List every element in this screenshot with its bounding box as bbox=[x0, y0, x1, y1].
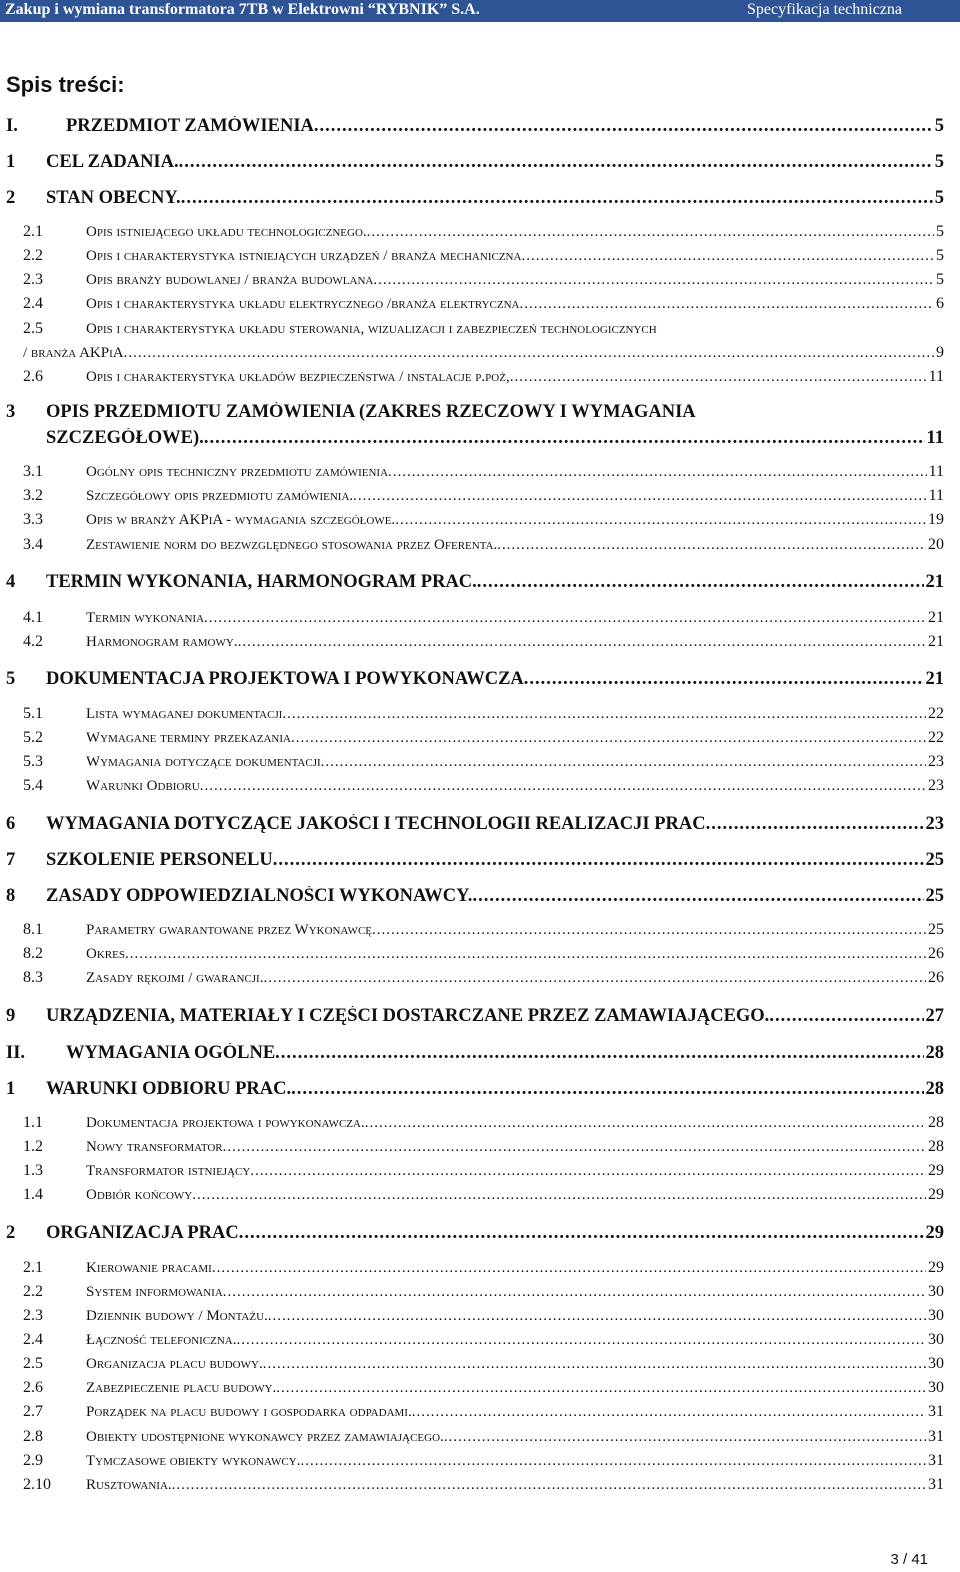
toc-entry[interactable] bbox=[23, 1283, 944, 1301]
toc-entry-page: 23 bbox=[928, 777, 944, 794]
toc-entry-number: 2.6 bbox=[23, 368, 43, 385]
toc-entry-title: Zasady rękojmi / gwarancji. bbox=[86, 970, 264, 986]
toc-entry-number: 5.1 bbox=[23, 705, 43, 722]
toc-entry-number: 2.3 bbox=[23, 271, 43, 288]
toc-leader-dots bbox=[239, 1223, 924, 1244]
toc-leader-dots bbox=[172, 1477, 926, 1494]
toc-leader-dots bbox=[263, 1356, 926, 1373]
toc-entry-title: Nowy transformator bbox=[86, 1139, 223, 1155]
toc-entry-title: Łączność telefoniczna. bbox=[86, 1332, 237, 1348]
toc-entry[interactable] bbox=[23, 1331, 944, 1349]
toc-entry-title: TERMIN WYKONANIA, HARMONOGRAM PRAC. bbox=[46, 572, 477, 592]
toc-entry-page: 21 bbox=[928, 633, 944, 650]
toc-entry-number: 2.10 bbox=[23, 1476, 51, 1493]
toc-entry[interactable] bbox=[23, 223, 944, 241]
toc-entry[interactable] bbox=[23, 295, 944, 313]
toc-entry[interactable] bbox=[23, 1428, 944, 1446]
toc-leader-dots bbox=[238, 634, 926, 651]
toc-entry-number: 2 bbox=[6, 188, 16, 208]
header-doc-type: Specyfikacja techniczna bbox=[746, 1, 902, 18]
toc-entry-page: 9 bbox=[936, 344, 944, 361]
toc-leader-dots bbox=[273, 850, 924, 871]
toc-entry[interactable] bbox=[23, 729, 944, 747]
toc-entry-title: Harmonogram ramowy. bbox=[86, 634, 238, 650]
toc-leader-dots bbox=[510, 369, 927, 386]
toc-entry-title: WYMAGANIA OGÓLNE bbox=[66, 1043, 276, 1063]
toc-leader-dots bbox=[769, 1006, 923, 1027]
toc-entry-number: 8.2 bbox=[23, 945, 43, 962]
toc-entry-title: SZCZEGÓŁOWE). bbox=[46, 428, 204, 448]
toc-entry-number: 2 bbox=[6, 1223, 16, 1243]
toc-entry-page: 5 bbox=[934, 188, 944, 208]
header-title: Zakup i wymiana transformatora 7TB w Elektrowni “RYBNIK” S.A. bbox=[5, 1, 480, 18]
toc-entry[interactable] bbox=[23, 1138, 944, 1156]
toc-leader-dots bbox=[192, 1187, 926, 1204]
toc-entry-title: WARUNKI ODBIORU PRAC. bbox=[46, 1079, 292, 1099]
toc-entry-page: 26 bbox=[928, 945, 944, 962]
toc-entry[interactable] bbox=[6, 428, 944, 449]
toc-entry-title: / branża AKPiA bbox=[23, 345, 124, 361]
toc-leader-dots bbox=[321, 754, 926, 771]
toc-entry-number: 1.1 bbox=[23, 1114, 43, 1131]
toc-entry[interactable] bbox=[6, 1043, 944, 1064]
toc-entry-number: 5 bbox=[6, 669, 16, 689]
toc-entry-number: II. bbox=[6, 1043, 26, 1063]
toc-entry-title: STAN OBECNY. bbox=[46, 188, 181, 208]
toc-entry-title: Termin wykonania bbox=[86, 610, 205, 626]
toc-entry-title: Opis istniejącego układu technologicznego. bbox=[86, 224, 367, 240]
toc-entry-number: 2.1 bbox=[23, 223, 43, 240]
toc-leader-dots bbox=[276, 1380, 926, 1397]
toc-entry[interactable] bbox=[6, 1223, 944, 1244]
toc-entry[interactable] bbox=[23, 320, 944, 338]
toc-leader-dots bbox=[125, 946, 926, 963]
toc-entry-page: 21 bbox=[928, 609, 944, 626]
toc-entry-page: 30 bbox=[928, 1331, 944, 1348]
toc-entry[interactable] bbox=[23, 1259, 944, 1277]
toc-entry-title: Okres bbox=[86, 946, 125, 962]
toc-entry-number: 1.3 bbox=[23, 1162, 43, 1179]
toc-entry-page: 23 bbox=[928, 753, 944, 770]
toc-entry[interactable] bbox=[23, 536, 944, 554]
toc-entry-number: 4.1 bbox=[23, 609, 43, 626]
toc-entry-page: 31 bbox=[928, 1403, 944, 1420]
toc-entry-number: 5.2 bbox=[23, 729, 43, 746]
toc-entry-number: 3.1 bbox=[23, 463, 43, 480]
toc-leader-dots bbox=[263, 970, 926, 987]
toc-leader-dots bbox=[365, 1115, 926, 1132]
toc-entry-number: 1.2 bbox=[23, 1138, 43, 1155]
toc-entry-title: Opis i charakterystyka układu elektrycznego /branża elektryczna bbox=[86, 296, 520, 312]
toc-entry-number: 2.1 bbox=[23, 1259, 43, 1276]
toc-entry-title: OPIS PRZEDMIOTU ZAMÓWIENIA (ZAKRES RZECZOWY I WYMAGANIA bbox=[46, 402, 696, 422]
toc-entry-title: Zestawienie norm do bezwzględnego stosowania przez Oferenta. bbox=[86, 537, 498, 553]
toc-entry[interactable] bbox=[23, 368, 944, 386]
toc-leader-dots bbox=[291, 730, 926, 747]
toc-entry-title: Szczegółowy opis przedmiotu zamówienia. bbox=[86, 488, 354, 504]
toc-entry-title: Obiekty udostępnione wykonawcy przez zamawiającego. bbox=[86, 1429, 444, 1445]
toc-entry-number: 2.2 bbox=[23, 1283, 43, 1300]
toc-leader-dots bbox=[314, 116, 933, 137]
toc-entry-number: 8.1 bbox=[23, 921, 43, 938]
toc-entry-title: Ogólny opis techniczny przedmiotu zamówienia bbox=[86, 464, 389, 480]
toc-entry[interactable] bbox=[23, 609, 944, 627]
toc-leader-dots bbox=[353, 488, 926, 505]
toc-entry[interactable] bbox=[23, 753, 944, 771]
toc-entry-number: 2.3 bbox=[23, 1307, 43, 1324]
toc-leader-dots bbox=[237, 1332, 927, 1349]
toc-leader-dots bbox=[124, 345, 934, 362]
toc-leader-dots bbox=[223, 1139, 926, 1156]
toc-entry-number: 4 bbox=[6, 572, 16, 592]
toc-entry-number: 2.4 bbox=[23, 295, 43, 312]
toc-entry-title: Opis branży budowlanej / branża budowlana bbox=[86, 272, 374, 288]
toc-entry-number: 7 bbox=[6, 850, 16, 870]
toc-entry[interactable] bbox=[23, 1403, 944, 1421]
toc-entry-page: 5 bbox=[936, 271, 944, 288]
toc-entry[interactable] bbox=[6, 886, 944, 907]
toc-entry-number: 5.3 bbox=[23, 753, 43, 770]
toc-entry-page: 21 bbox=[925, 669, 944, 689]
toc-leader-dots bbox=[477, 572, 924, 593]
toc-entry-page: 11 bbox=[928, 487, 944, 504]
toc-leader-dots bbox=[204, 428, 925, 449]
toc-entry-number: 3.2 bbox=[23, 487, 43, 504]
toc-entry[interactable] bbox=[23, 777, 944, 795]
toc-entry[interactable] bbox=[6, 116, 944, 137]
toc-entry-page: 5 bbox=[936, 223, 944, 240]
toc-entry-title: Wymagania dotyczące dokumentacji bbox=[86, 754, 321, 770]
toc-entry[interactable] bbox=[23, 1114, 944, 1132]
toc-entry-title: Zabezpieczenie placu budowy. bbox=[86, 1380, 277, 1396]
toc-entry-page: 25 bbox=[925, 886, 944, 906]
toc-entry-title: Rusztowania. bbox=[86, 1477, 172, 1493]
toc-leader-dots bbox=[388, 464, 927, 481]
toc-entry-title: URZĄDZENIA, MATERIAŁY I CZĘŚCI DOSTARCZANE PRZEZ ZAMAWIAJĄCEGO. bbox=[46, 1006, 770, 1026]
toc-entry-number: 9 bbox=[6, 1006, 16, 1026]
toc-entry-number: 2.9 bbox=[23, 1452, 43, 1469]
toc-entry[interactable] bbox=[6, 572, 944, 593]
toc-entry-page: 20 bbox=[928, 536, 944, 553]
toc-leader-dots bbox=[300, 1453, 926, 1470]
toc-entry-page: 29 bbox=[928, 1162, 944, 1179]
toc-entry[interactable] bbox=[23, 705, 944, 723]
toc-leader-dots bbox=[520, 296, 935, 313]
toc-entry-page: 6 bbox=[936, 295, 944, 312]
toc-entry-page: 30 bbox=[928, 1307, 944, 1324]
toc-entry-number: 4.2 bbox=[23, 633, 43, 650]
toc-leader-dots bbox=[250, 1163, 926, 1180]
toc-entry-page: 25 bbox=[925, 850, 944, 870]
toc-entry-page: 29 bbox=[928, 1186, 944, 1203]
toc-entry-number: 6 bbox=[6, 814, 16, 834]
toc-entry-number: 3.3 bbox=[23, 511, 43, 528]
toc-entry-number: 2.7 bbox=[23, 1403, 43, 1420]
toc-entry-title: Opis i charakterystyka układów bezpieczeństwa / instalacje p.poż, bbox=[86, 369, 510, 385]
toc-entry-title: DOKUMENTACJA PROJEKTOWA I POWYKONAWCZA bbox=[46, 669, 524, 689]
toc-entry[interactable] bbox=[23, 1379, 944, 1397]
toc-entry-page: 22 bbox=[928, 729, 944, 746]
toc-entry-title: Kierowanie pracami bbox=[86, 1260, 212, 1276]
toc-entry-page: 19 bbox=[928, 511, 944, 528]
toc-entry-title: SZKOLENIE PERSONELU bbox=[46, 850, 273, 870]
toc-entry[interactable] bbox=[6, 402, 944, 423]
toc-entry-title: CEL ZADANIA. bbox=[46, 152, 179, 172]
toc-entry-page: 25 bbox=[928, 921, 944, 938]
toc-entry-title: Parametry gwarantowane przez Wykonawcę bbox=[86, 922, 372, 938]
toc-entry-number: 5.4 bbox=[23, 777, 43, 794]
toc-entry-title: ORGANIZACJA PRAC bbox=[46, 1223, 239, 1243]
toc-entry[interactable] bbox=[6, 814, 944, 835]
toc-entry-title: Tymczasowe obiekty wykonawcy. bbox=[86, 1453, 301, 1469]
page-number: 3 / 41 bbox=[890, 1551, 928, 1568]
toc-entry[interactable] bbox=[23, 271, 944, 289]
toc-leader-dots bbox=[706, 814, 924, 835]
toc-entry-number: 3 bbox=[6, 402, 16, 422]
toc-entry-number: 2.4 bbox=[23, 1331, 43, 1348]
toc-entry-number: 2.6 bbox=[23, 1379, 43, 1396]
toc-entry[interactable] bbox=[23, 1307, 944, 1325]
toc-entry[interactable] bbox=[23, 1452, 944, 1470]
toc-entry-title: Lista wymaganej dokumentacji bbox=[86, 706, 283, 722]
toc-entry-number: 2.5 bbox=[23, 320, 43, 337]
toc-entry[interactable] bbox=[23, 247, 944, 265]
toc-entry[interactable] bbox=[6, 850, 944, 871]
toc-leader-dots bbox=[200, 778, 926, 795]
toc-entry-page: 28 bbox=[925, 1043, 944, 1063]
toc-entry[interactable] bbox=[23, 1355, 944, 1373]
toc-leader-dots bbox=[395, 512, 926, 529]
toc-entry[interactable] bbox=[23, 969, 944, 987]
toc-entry[interactable] bbox=[23, 945, 944, 963]
toc-entry-page: 21 bbox=[925, 572, 944, 592]
toc-entry-page: 30 bbox=[928, 1355, 944, 1372]
toc-leader-dots bbox=[472, 886, 923, 907]
toc-leader-dots bbox=[223, 1284, 926, 1301]
toc-entry-page: 23 bbox=[925, 814, 944, 834]
toc-entry-page: 11 bbox=[926, 428, 944, 448]
toc-entry-page: 11 bbox=[928, 463, 944, 480]
toc-leader-dots bbox=[373, 272, 934, 289]
toc-leader-dots bbox=[291, 1079, 923, 1100]
toc-entry-title: System informowania bbox=[86, 1284, 223, 1300]
toc-entry[interactable] bbox=[23, 1476, 944, 1494]
toc-entry-page: 31 bbox=[928, 1428, 944, 1445]
toc-leader-dots bbox=[367, 224, 934, 241]
toc-entry[interactable] bbox=[6, 188, 944, 209]
toc-entry-page: 31 bbox=[928, 1476, 944, 1493]
toc-entry[interactable] bbox=[6, 1079, 944, 1100]
toc-entry-title: Odbiór końcowy bbox=[86, 1187, 193, 1203]
toc-entry-page: 28 bbox=[925, 1079, 944, 1099]
toc-entry-page: 30 bbox=[928, 1283, 944, 1300]
toc-entry-title: Porządek na placu budowy i gospodarka odpadami. bbox=[86, 1404, 412, 1420]
toc-leader-dots bbox=[497, 537, 926, 554]
toc-entry[interactable] bbox=[6, 1006, 944, 1027]
toc-entry-title: Dokumentacja projektowa i powykonawcza. bbox=[86, 1115, 365, 1131]
toc-entry-number: 1 bbox=[6, 152, 16, 172]
toc-entry[interactable] bbox=[23, 463, 944, 481]
toc-entry[interactable] bbox=[23, 344, 944, 362]
toc-entry[interactable] bbox=[23, 1186, 944, 1204]
toc-leader-dots bbox=[521, 248, 934, 265]
toc-leader-dots bbox=[268, 1308, 926, 1325]
toc-entry[interactable] bbox=[23, 1162, 944, 1180]
toc-entry-title: Transformator istniejący bbox=[86, 1163, 251, 1179]
toc-entry[interactable] bbox=[6, 152, 944, 173]
toc-leader-dots bbox=[524, 669, 924, 690]
toc-entry-title: Dziennik budowy / Montażu. bbox=[86, 1308, 268, 1324]
toc-entry-title: Opis i charakterystyka układu sterowania, wizualizacji i zabezpieczeń technologicznych bbox=[86, 321, 657, 337]
toc-entry-page: 5 bbox=[934, 116, 944, 136]
toc-entry-title: PRZEDMIOT ZAMÓWIENIA bbox=[66, 116, 314, 136]
toc-entry-page: 5 bbox=[936, 247, 944, 264]
toc-entry-number: 2.5 bbox=[23, 1355, 43, 1372]
toc-entry-page: 29 bbox=[928, 1259, 944, 1276]
toc-entry-title: Wymagane terminy przekazania bbox=[86, 730, 291, 746]
toc-entry-number: 2.8 bbox=[23, 1428, 43, 1445]
toc-leader-dots bbox=[412, 1404, 926, 1421]
toc-entry[interactable] bbox=[23, 633, 944, 651]
toc-leader-dots bbox=[282, 706, 926, 723]
toc-leader-dots bbox=[179, 152, 933, 173]
toc-entry-title: ZASADY ODPOWIEDZIALNOŚCI WYKONAWCY. bbox=[46, 886, 473, 906]
toc-entry-page: 11 bbox=[928, 368, 944, 385]
document-header bbox=[0, 0, 960, 22]
toc-entry-number: 1.4 bbox=[23, 1186, 43, 1203]
toc-entry-page: 31 bbox=[928, 1452, 944, 1469]
toc-entry-title: Opis w branży AKPiA - wymagania szczegółowe. bbox=[86, 512, 396, 528]
toc-leader-dots bbox=[275, 1043, 923, 1064]
toc-entry-number: 1 bbox=[6, 1079, 16, 1099]
toc-leader-dots bbox=[204, 610, 926, 627]
toc-entry-number: 2.2 bbox=[23, 247, 43, 264]
toc-entry-number: 8 bbox=[6, 886, 16, 906]
toc-leader-dots bbox=[212, 1260, 926, 1277]
toc-entry-page: 22 bbox=[928, 705, 944, 722]
toc-entry-page: 30 bbox=[928, 1379, 944, 1396]
toc-entry-page: 26 bbox=[928, 969, 944, 986]
toc-entry[interactable] bbox=[23, 921, 944, 939]
toc-entry-number: I. bbox=[6, 116, 18, 136]
toc-entry-page: 29 bbox=[925, 1223, 944, 1243]
toc-entry-page: 28 bbox=[928, 1114, 944, 1131]
toc-leader-dots bbox=[444, 1429, 926, 1446]
toc-entry-title: WYMAGANIA DOTYCZĄCE JAKOŚCI I TECHNOLOGII REALIZACJI PRAC bbox=[46, 814, 706, 834]
toc-entry-title: Organizacja placu budowy. bbox=[86, 1356, 263, 1372]
toc-leader-dots bbox=[372, 922, 926, 939]
toc-entry-page: 28 bbox=[928, 1138, 944, 1155]
toc-entry[interactable] bbox=[23, 511, 944, 529]
toc-entry-number: 8.3 bbox=[23, 969, 43, 986]
toc-title: Spis treści: bbox=[6, 72, 125, 97]
toc-leader-dots bbox=[181, 188, 933, 209]
toc-entry[interactable] bbox=[23, 487, 944, 505]
toc-entry-number: 3.4 bbox=[23, 536, 43, 553]
toc-entry-title: Opis i charakterystyka istniejących urządzeń / branża mechaniczna bbox=[86, 248, 522, 264]
toc-entry[interactable] bbox=[6, 669, 944, 690]
toc-entry-page: 27 bbox=[925, 1006, 944, 1026]
toc-entry-page: 5 bbox=[934, 152, 944, 172]
toc-entry-title: Warunki Odbioru bbox=[86, 778, 200, 794]
